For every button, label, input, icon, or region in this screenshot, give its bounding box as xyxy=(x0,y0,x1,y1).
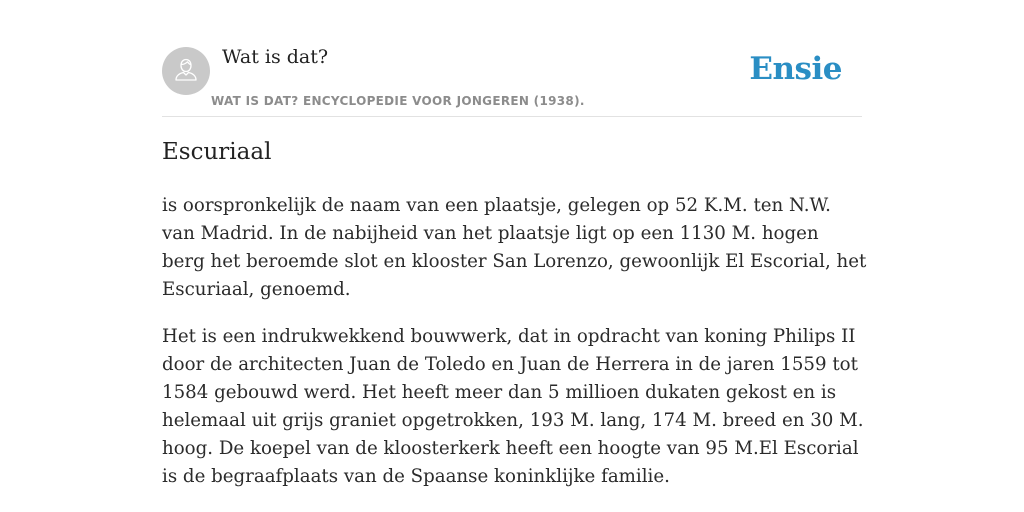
entry-title: Escuriaal xyxy=(162,139,272,165)
entry-body xyxy=(162,192,867,510)
brand-logo[interactable]: Ensie xyxy=(749,51,842,87)
user-silhouette-icon xyxy=(172,55,200,88)
entry-paragraph: is oorspronkelijk de naam van een plaatsje, gelegen op 52 K.M. ten N.W. van Madrid. In de nabijheid van het plaatsje ligt op een 1130 M. hogen berg het beroemde slot en klooster San Lorenzo, gewoonlijk El Escorial, het Escuriaal, genoemd. xyxy=(162,195,867,300)
source-name[interactable]: Wat is dat? xyxy=(222,46,329,68)
source-subtitle: WAT IS DAT? ENCYCLOPEDIE VOOR JONGEREN (1938). xyxy=(211,94,585,108)
entry-paragraph: Het is een indrukwekkend bouwwerk, dat in opdracht van koning Philips II door de architecten Juan de Toledo en Juan de Herrera in de jaren 1559 tot 1584 gebouwd werd. Het heeft meer dan 5 millioen dukaten gekost en is helemaal uit grijs graniet opgetrokken, 193 M. lang, 174 M. breed en 30 M. hoog. De koepel van de kloosterkerk heeft een hoogte van 95 M.El Escorial is de begraafplaats van de Spaanse koninklijke familie. xyxy=(162,326,864,487)
source-header xyxy=(162,44,862,117)
avatar[interactable] xyxy=(162,47,210,95)
